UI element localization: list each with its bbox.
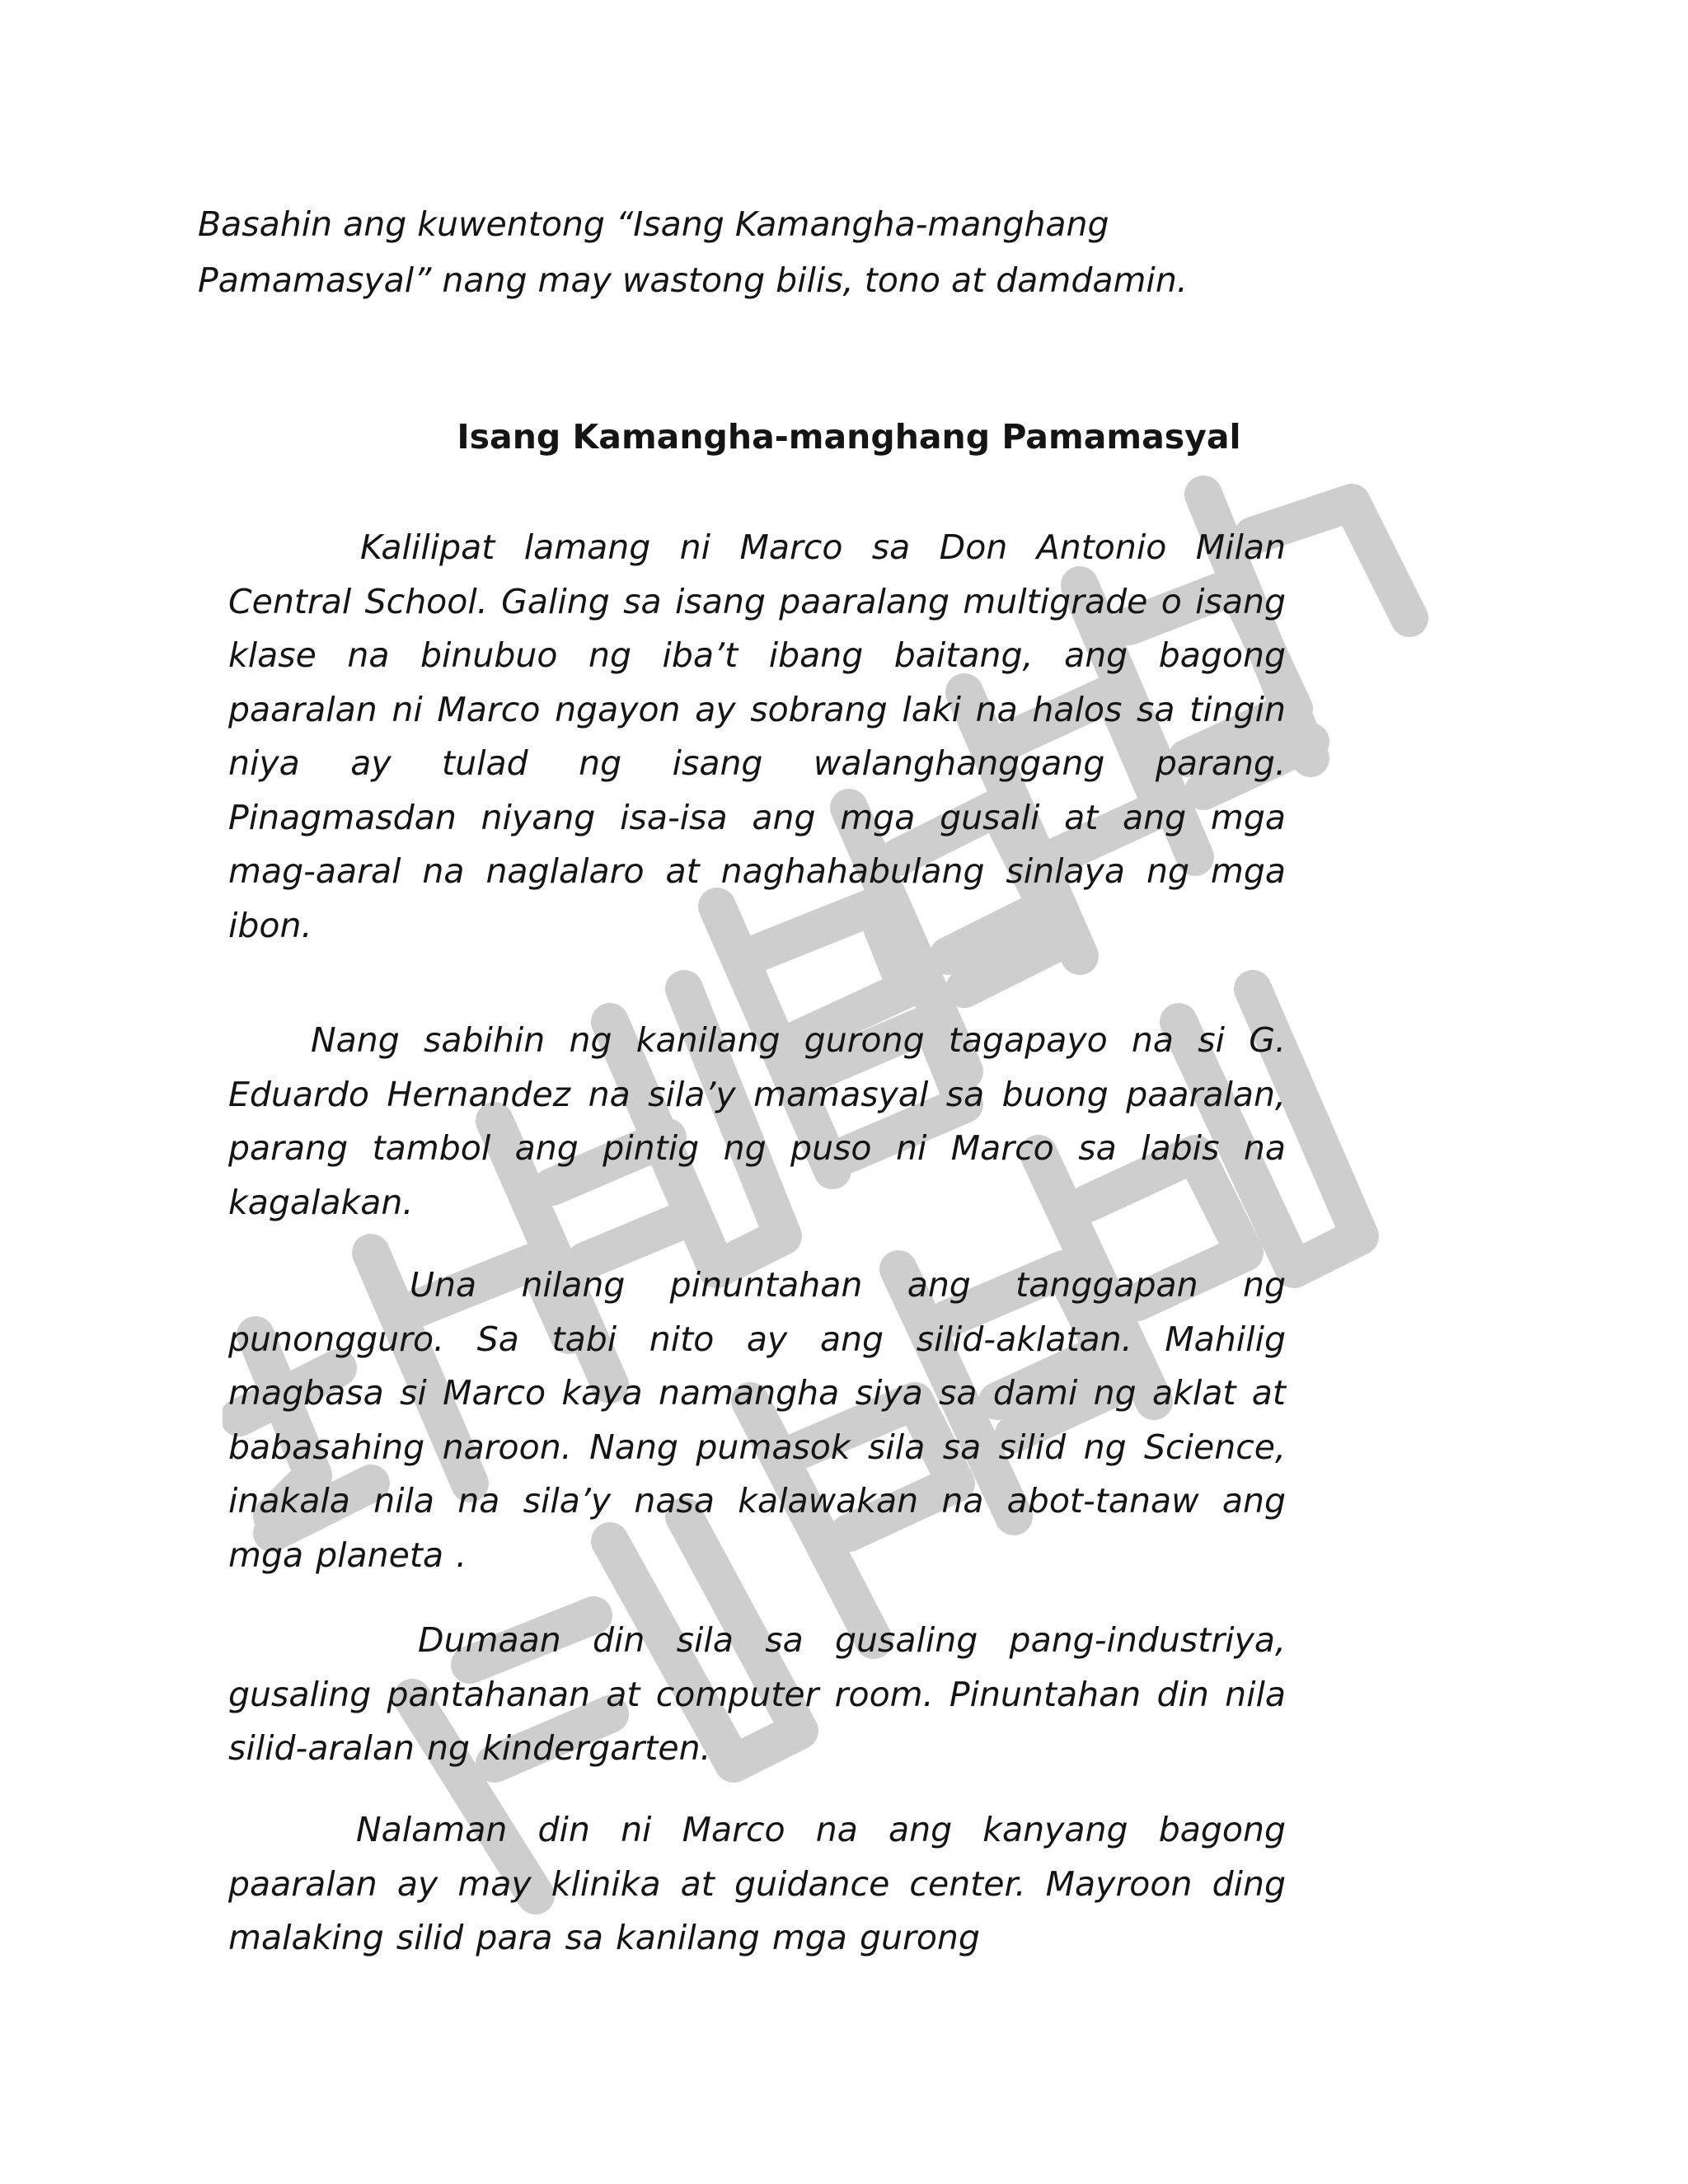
story-paragraph: Kalilipat lamang ni Marco sa Don Antonio Milan Central School. Galing sa isang paaralang multigrade o isang klase na binubuo ng iba’t ibang baitang, ang bagong paaralan ni Marco ngayon ay sobrang laki na halos sa tingin niya ay tulad ng isang walanghanggang parang. Pinagmasdan niyang isa-isa ang mga gusali at ang mga mag-aaral na naglalaro at naghahabulang sinlaya ng mga ibon. [228, 527, 1286, 945]
story-paragraph: Dumaan din sila sa gusaling pang-industriya, gusaling pantahanan at computer room. Pinuntahan din nila silid-aralan ng kindergarten. [228, 1620, 1286, 1768]
story-paragraph: Nalaman din ni Marco na ang kanyang bagong paaralan ay may klinika at guidance center. Mayroon ding malaking silid para sa kanilang mga gurong [228, 1810, 1286, 1957]
story-paragraph: Una nilang pinuntahan ang tanggapan ng punongguro. Sa tabi nito ay ang silid-aklatan. Mahilig magbasa si Marco kaya namangha siya sa dami ng aklat at babasahing naroon. Nang pumasok sila sa silid ng Science, inakala nila na sila’y nasa kalawakan na abot-tanaw ang mga planeta . [228, 1265, 1286, 1575]
reading-instruction: Basahin ang kuwentong “Isang Kamangha-manghang Pamamasyal” nang may wastong bilis, tono at damdamin. [198, 204, 1188, 300]
story-paragraph: Nang sabihin ng kanilang gurong tagapayo na si G. Eduardo Hernandez na sila’y mamasyal sa buong paaralan, parang tambol ang pintig ng puso ni Marco sa labis na kagalakan. [228, 1020, 1286, 1222]
story-title: Isang Kamangha-manghang Pamamasyal [457, 417, 1241, 457]
